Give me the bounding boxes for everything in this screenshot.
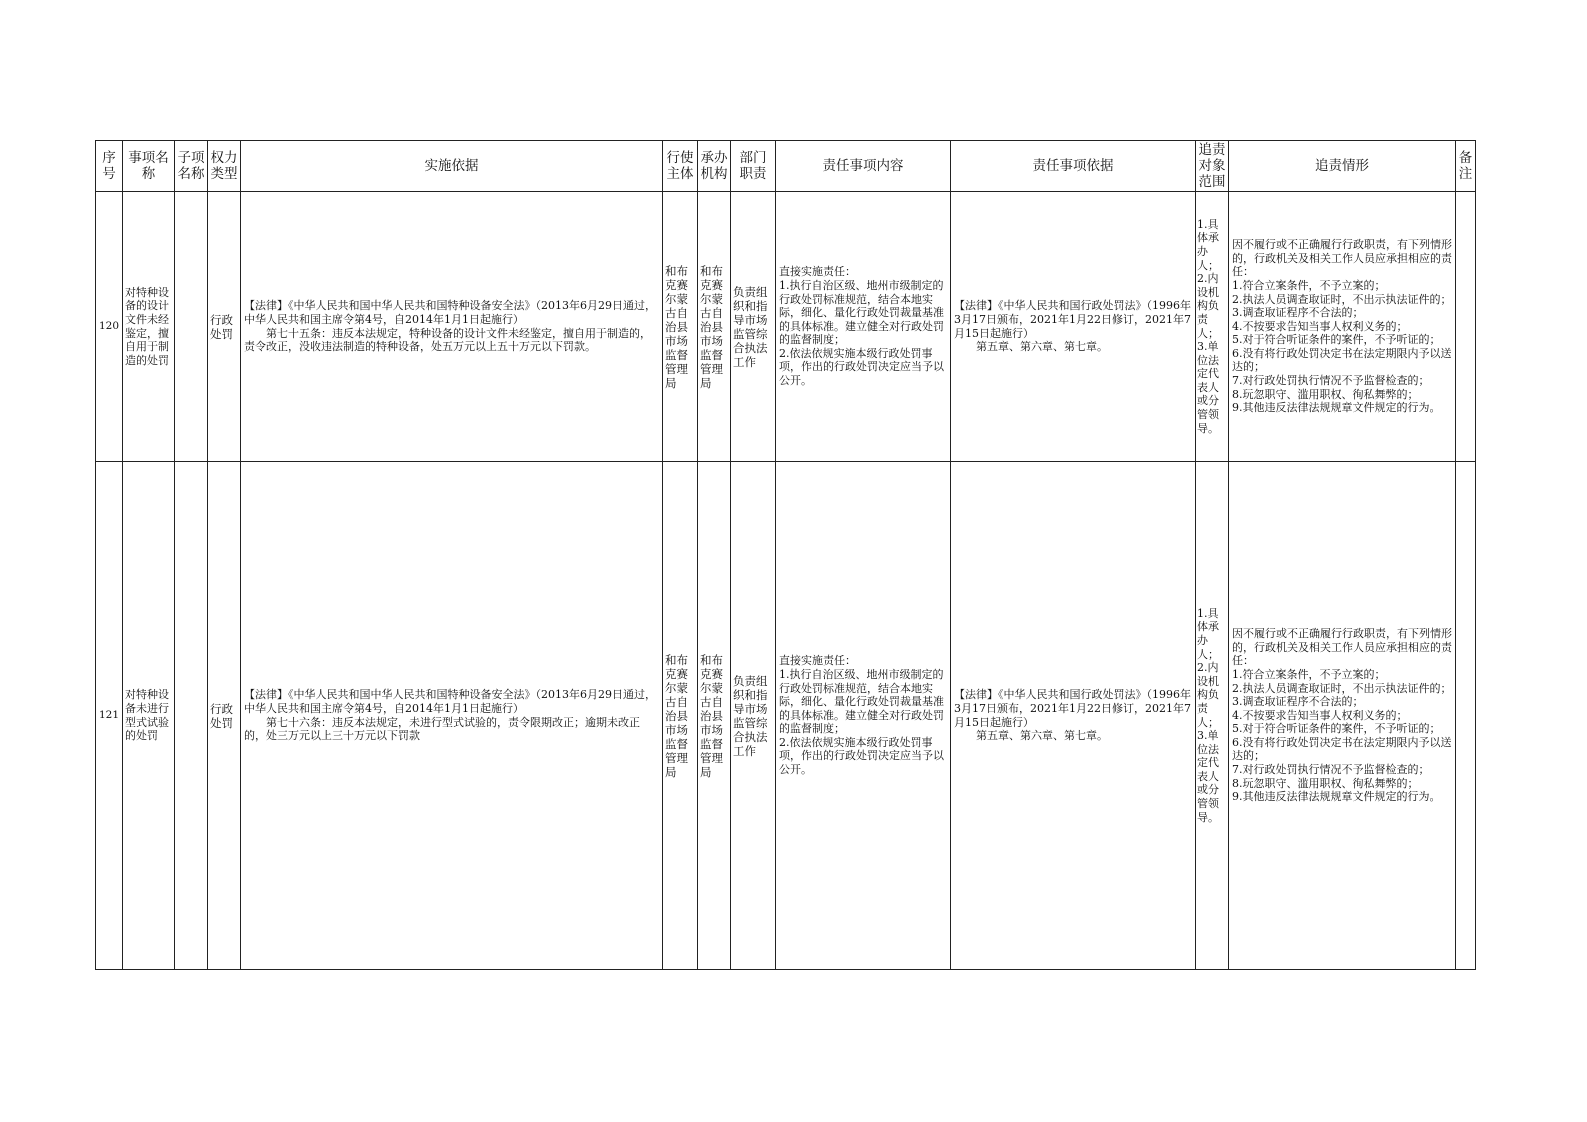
cell-subject: 和布克赛尔蒙古自治县市场监督管理局 [663,192,698,462]
header-resp-basis: 责任事项依据 [951,141,1196,192]
resp-basis-law: 【法律】《中华人民共和国行政处罚法》（1996年3月17日颁布，2021年1月22日修订，2021年7月15日起施行） [954,299,1191,340]
cell-resp-basis [951,192,1196,462]
header-item-name: 事项名称 [123,141,175,192]
header-seq: 序号 [96,141,123,192]
scope-item-3: 3.单位法定代表人或分管领导。 [1197,729,1219,824]
header-duty: 部门职责 [731,141,776,192]
cell-duty: 负责组织和指导市场监管综合执法工作 [731,192,776,462]
cell-power-type: 行政处罚 [208,462,241,970]
acc-item-5: 5.对于符合听证条件的案件，不予听证的； [1232,333,1441,347]
acc-item-4: 4.不按要求告知当事人权利义务的； [1232,319,1408,333]
basis-law: 【法律】《中华人民共和国中华人民共和国特种设备安全法》（2013年6月29日通过，中华人民共和国主席令第4号，自2014年1月1日起施行） [244,299,656,326]
cell-basis [241,462,663,970]
acc-item-9: 9.其他违反法律法规规章文件规定的行为。 [1232,790,1441,804]
basis-law: 【法律】《中华人民共和国中华人民共和国特种设备安全法》（2013年6月29日通过，中华人民共和国主席令第4号，自2014年1月1日起施行） [244,688,656,715]
resp-title: 直接实施责任： [779,265,856,279]
cell-subject: 和布克赛尔蒙古自治县市场监督管理局 [663,462,698,970]
cell-sub-name [175,462,208,970]
acc-item-8: 8.玩忽职守、滥用职权、徇私舞弊的； [1232,387,1419,401]
acc-item-7: 7.对行政处罚执行情况不予监督检查的； [1232,374,1430,388]
cell-item-name: 对特种设备的设计文件未经鉴定，擅自用于制造的处罚 [123,192,175,462]
cell-scope [1196,462,1229,970]
cell-sub-name [175,192,208,462]
cell-remark [1456,462,1476,970]
cell-resp-content [776,192,951,462]
basis-article: 第七十六条：违反本法规定，未进行型式试验的，责令限期改正；逾期未改正的，处三万元以上三十万元以下罚款 [244,715,640,743]
header-subject: 行使主体 [663,141,698,192]
cell-scope [1196,192,1229,462]
cell-power-type: 行政处罚 [208,192,241,462]
table-header-row [96,141,1476,192]
scope-item-3: 3.单位法定代表人或分管领导。 [1197,340,1219,435]
acc-item-2: 2.执法人员调查取证时，不出示执法证件的； [1232,681,1452,695]
resp-basis-chapters: 第五章、第六章、第七章。 [976,729,1108,743]
cell-accountability [1229,192,1456,462]
resp-basis-chapters: 第五章、第六章、第七章。 [976,340,1108,354]
acc-item-3: 3.调查取证程序不合法的； [1232,306,1364,320]
acc-item-3: 3.调查取证程序不合法的； [1232,695,1364,709]
resp-item-1: 1.执行自治区级、地州市级制定的行政处罚标准规范，结合本地实际，细化、量化行政处罚裁量基准的具体标准。建立健全对行政处罚的监督制度； [779,667,944,736]
scope-item-2: 2.内设机构负责人； [1197,661,1219,729]
cell-resp-basis [951,462,1196,970]
acc-intro: 因不履行或不正确履行行政职责，有下列情形的，行政机关及相关工作人员应承担相应的责任： [1232,238,1452,279]
header-resp-content: 责任事项内容 [776,141,951,192]
basis-article: 第七十五条：违反本法规定，特种设备的设计文件未经鉴定，擅自用于制造的，责令改正，没收违法制造的特种设备，处五万元以上五十万元以下罚款。 [244,326,651,354]
acc-item-9: 9.其他违反法律法规规章文件规定的行为。 [1232,401,1441,415]
header-basis: 实施依据 [241,141,663,192]
acc-item-7: 7.对行政处罚执行情况不予监督检查的； [1232,763,1430,777]
resp-title: 直接实施责任： [779,654,856,668]
header-remark: 备注 [1456,141,1476,192]
header-power-type: 权力类型 [208,141,241,192]
cell-resp-content [776,462,951,970]
scope-item-1: 1.具体承办人； [1197,217,1219,272]
acc-item-1: 1.符合立案条件，不予立案的； [1232,667,1386,681]
resp-item-2: 2.依法依规实施本级行政处罚事项，作出的行政处罚决定应当予以公开。 [779,346,944,388]
header-accountability: 追责情形 [1229,141,1456,192]
header-undertaker: 承办机构 [698,141,731,192]
acc-item-6: 6.没有将行政处罚决定书在法定期限内予以送达的； [1232,346,1452,374]
responsibility-table [95,140,1476,970]
cell-seq: 121 [96,462,123,970]
cell-remark [1456,192,1476,462]
acc-item-2: 2.执法人员调查取证时，不出示执法证件的； [1232,292,1452,306]
scope-item-1: 1.具体承办人； [1197,606,1219,661]
resp-basis-law: 【法律】《中华人民共和国行政处罚法》（1996年3月17日颁布，2021年1月22日修订，2021年7月15日起施行） [954,688,1191,729]
acc-item-4: 4.不按要求告知当事人权利义务的； [1232,708,1408,722]
header-scope: 追责对象范围 [1196,141,1229,192]
cell-basis [241,192,663,462]
acc-item-1: 1.符合立案条件，不予立案的； [1232,278,1386,292]
resp-item-2: 2.依法依规实施本级行政处罚事项，作出的行政处罚决定应当予以公开。 [779,735,944,777]
cell-accountability [1229,462,1456,970]
cell-seq: 120 [96,192,123,462]
acc-item-6: 6.没有将行政处罚决定书在法定期限内予以送达的； [1232,735,1452,763]
scope-item-2: 2.内设机构负责人； [1197,272,1219,340]
acc-item-8: 8.玩忽职守、滥用职权、徇私舞弊的； [1232,776,1419,790]
cell-undertaker: 和布克赛尔蒙古自治县市场监督管理局 [698,192,731,462]
header-sub-name: 子项名称 [175,141,208,192]
cell-item-name: 对特种设备未进行型式试验的处罚 [123,462,175,970]
acc-item-5: 5.对于符合听证条件的案件，不予听证的； [1232,722,1441,736]
resp-item-1: 1.执行自治区级、地州市级制定的行政处罚标准规范，结合本地实际，细化、量化行政处罚裁量基准的具体标准。建立健全对行政处罚的监督制度； [779,278,944,347]
table-row [96,192,1476,462]
cell-undertaker: 和布克赛尔蒙古自治县市场监督管理局 [698,462,731,970]
cell-duty: 负责组织和指导市场监管综合执法工作 [731,462,776,970]
table-row [96,462,1476,970]
acc-intro: 因不履行或不正确履行行政职责，有下列情形的，行政机关及相关工作人员应承担相应的责任： [1232,627,1452,668]
